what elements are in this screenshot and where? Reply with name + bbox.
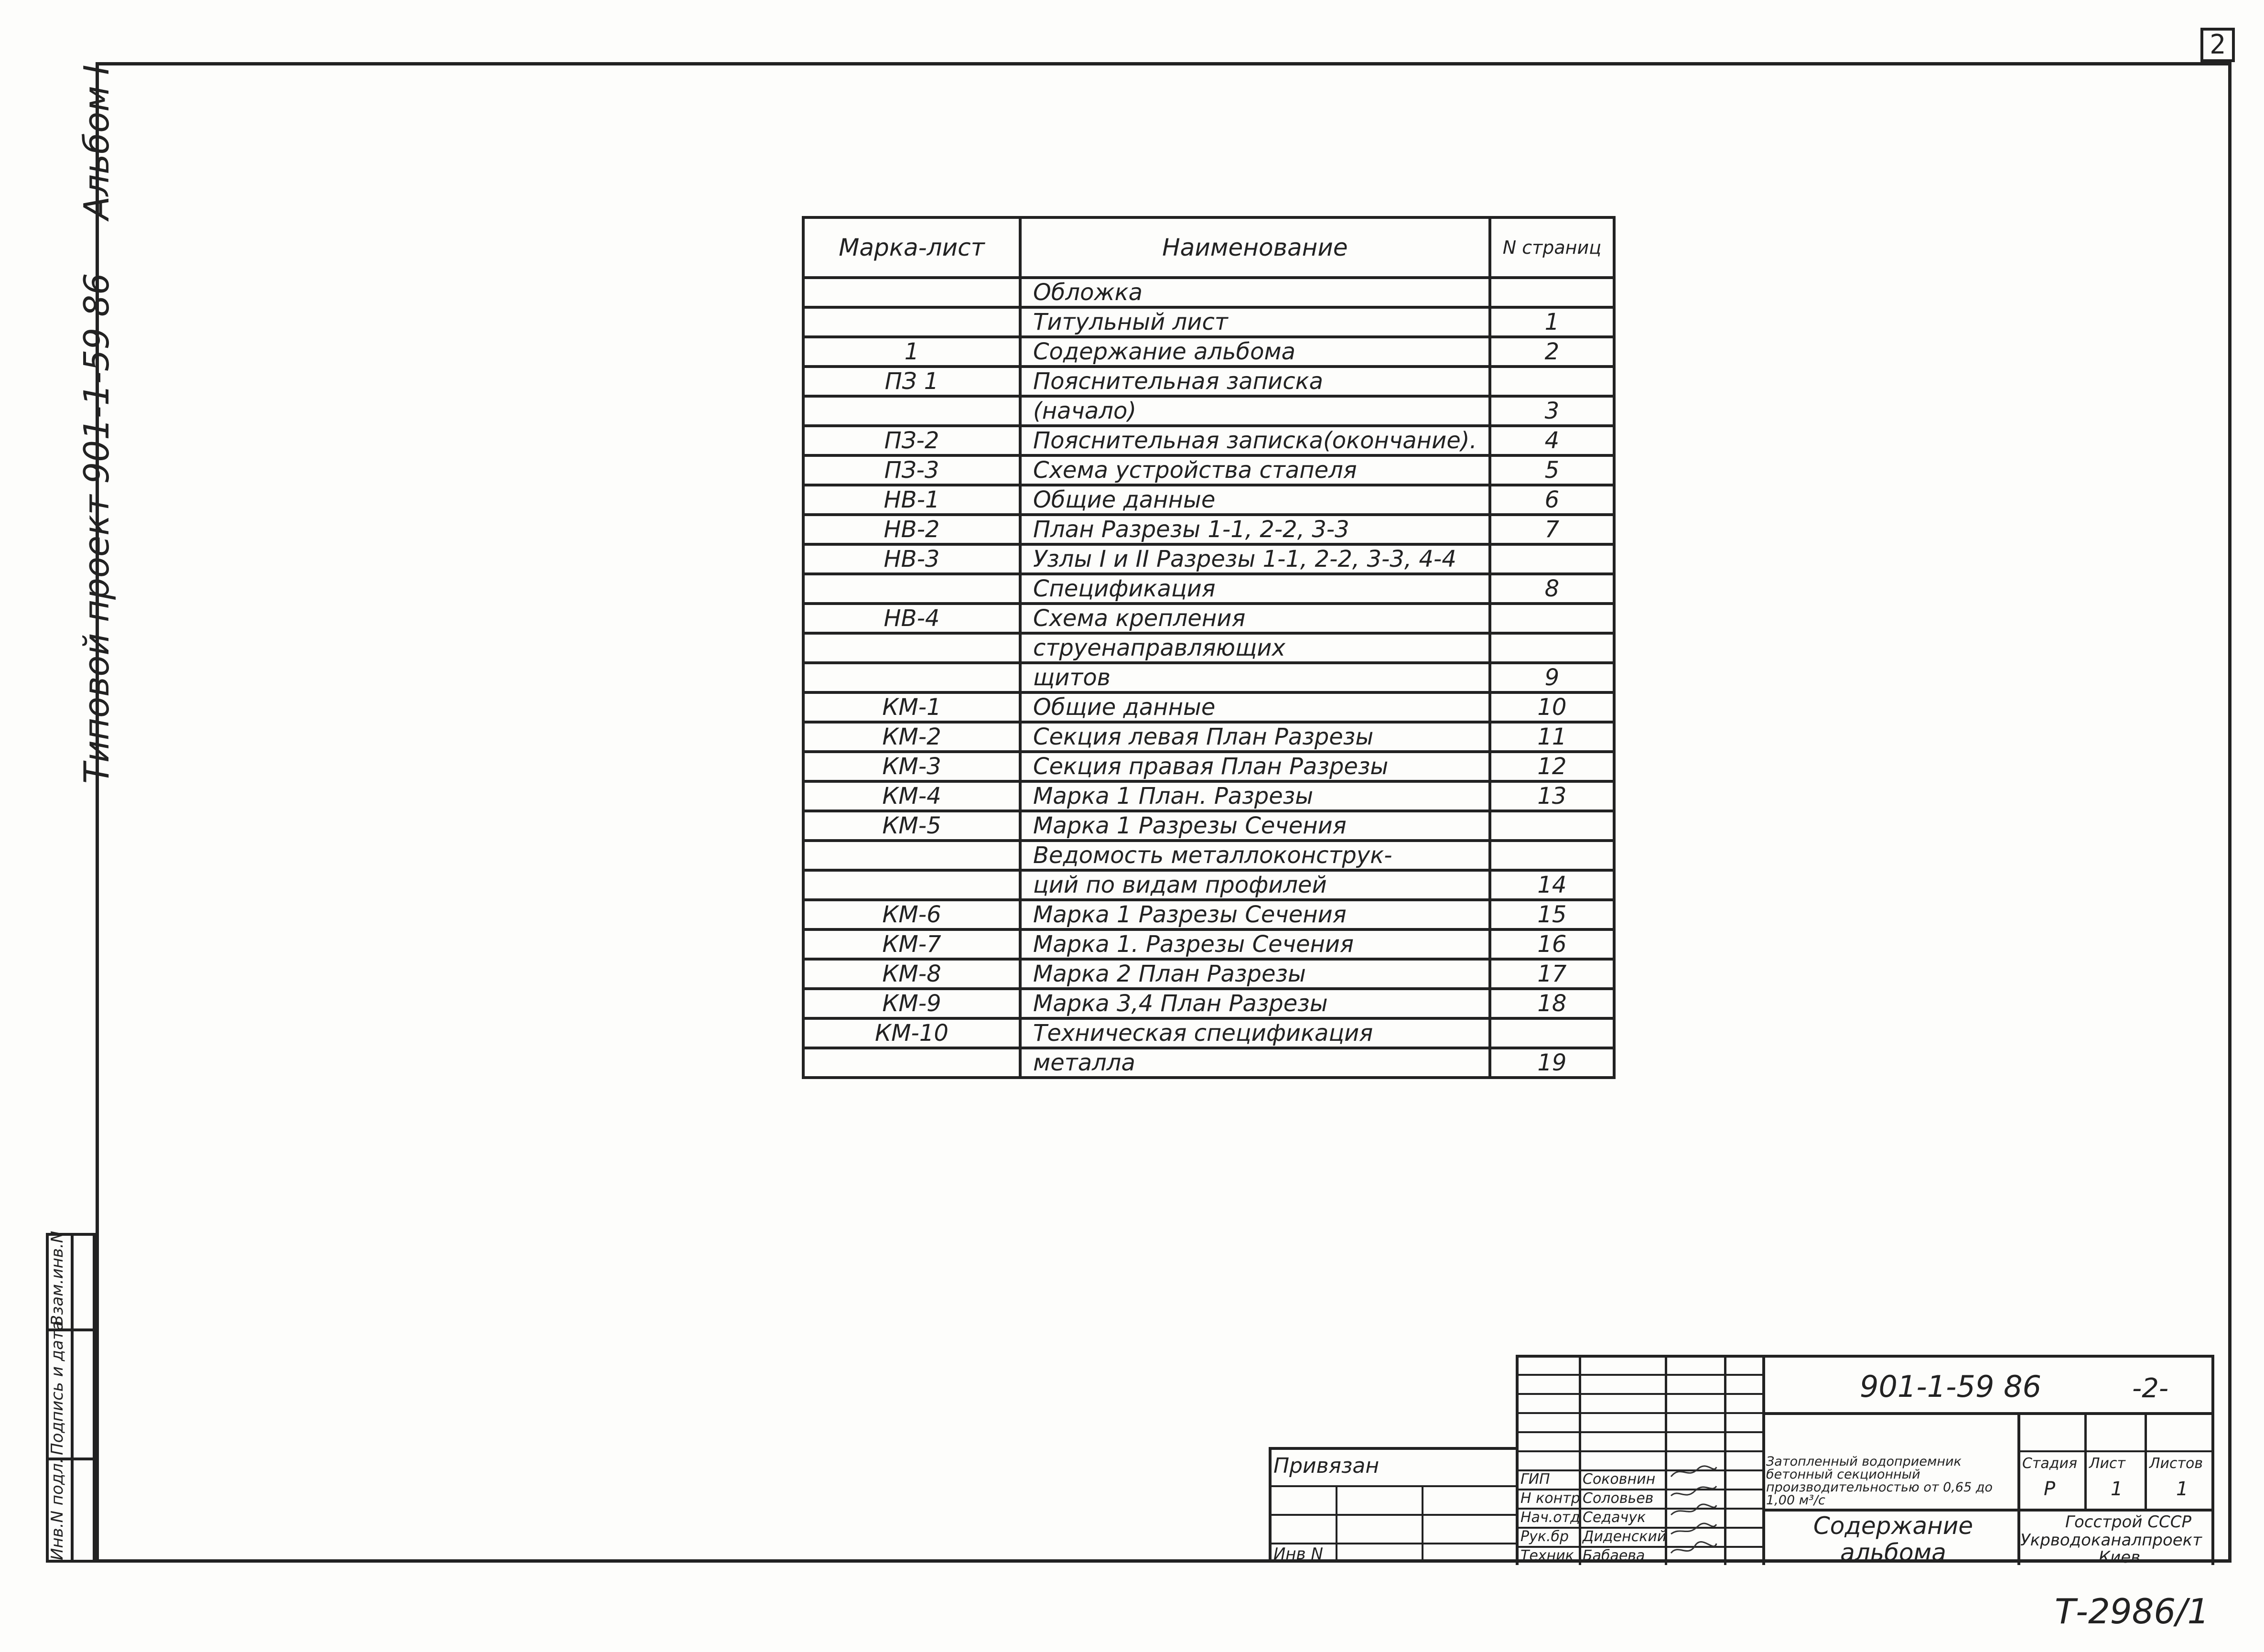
table-row	[803, 604, 1614, 633]
table-row	[803, 722, 1614, 752]
table-row	[803, 455, 1614, 485]
stamp-page-mark: -2-	[2132, 1373, 2169, 1404]
role-0: ГИП	[1520, 1471, 1550, 1488]
cell-name: ций по видам профилей	[1020, 870, 1490, 900]
cell-marka: КМ-2	[803, 722, 1020, 752]
sheet-value: 1	[2111, 1478, 2123, 1500]
cell-name: струенаправляющих	[1020, 633, 1490, 663]
cell-page	[1490, 633, 1614, 663]
role-3: Рук.бр	[1520, 1528, 1569, 1545]
cell-marka	[803, 1048, 1020, 1078]
cell-page: 10	[1490, 692, 1614, 722]
privyazan-label: Привязан	[1273, 1454, 1380, 1478]
cell-marka: КМ-7	[803, 929, 1020, 959]
cell-page: 12	[1490, 752, 1614, 781]
stamp-code: 901-1-59 86	[1860, 1369, 2042, 1404]
cell-name: щитов	[1020, 663, 1490, 692]
table-row	[803, 1048, 1614, 1078]
table-row	[803, 841, 1614, 870]
signatures	[1669, 1460, 1721, 1565]
privyazan-block	[1269, 1447, 1516, 1563]
table-row	[803, 1018, 1614, 1048]
cell-marka	[803, 633, 1020, 663]
cell-name: Спецификация	[1020, 574, 1490, 604]
cell-name: Марка 1 План. Разрезы	[1020, 781, 1490, 811]
cell-page: 14	[1490, 870, 1614, 900]
table-row	[803, 663, 1614, 692]
table-row	[803, 633, 1614, 663]
cell-page: 5	[1490, 455, 1614, 485]
org-line-1: Госстрой СССР	[2065, 1512, 2191, 1532]
table-row	[803, 426, 1614, 455]
cell-marka: 1	[803, 337, 1020, 367]
cell-page: 18	[1490, 989, 1614, 1018]
cell-page: 13	[1490, 781, 1614, 811]
org-line-2: Укрводоканалпроект	[2020, 1531, 2202, 1550]
stage-value: Р	[2044, 1478, 2056, 1500]
header-pages: N страниц	[1490, 217, 1614, 278]
strip-vzam: Взам.инв.N	[48, 1231, 67, 1326]
cell-name: Общие данные	[1020, 485, 1490, 515]
sheet-number: 2	[2200, 28, 2235, 62]
table-row	[803, 337, 1614, 367]
cell-name: Марка 2 План Разрезы	[1020, 959, 1490, 989]
cell-marka: НВ-3	[803, 544, 1020, 574]
album-contents-title: Содержание альбома	[1813, 1512, 1973, 1566]
cell-marka: КМ-9	[803, 989, 1020, 1018]
cell-marka: НВ-1	[803, 485, 1020, 515]
sheet-label: Лист	[2089, 1455, 2126, 1472]
cell-page	[1490, 841, 1614, 870]
drawing-mark: Т-2986/1	[2055, 1591, 2210, 1631]
cell-marka: КМ-8	[803, 959, 1020, 989]
cell-page: 19	[1490, 1048, 1614, 1078]
cell-page: 1	[1490, 307, 1614, 337]
object-description: Затопленный водоприемник бетонный секционный производительностью от 0,65 до 1,00 м³/с	[1766, 1454, 1993, 1508]
cell-marka: ПЗ-2	[803, 426, 1020, 455]
album-label: Альбом I	[76, 65, 117, 220]
cell-name: Марка 1 Разрезы Сечения	[1020, 811, 1490, 841]
cell-page: 2	[1490, 337, 1614, 367]
strip-inv-podl: Инв.N подл.	[48, 1458, 67, 1560]
cell-marka: КМ-4	[803, 781, 1020, 811]
cell-marka: НВ-4	[803, 604, 1020, 633]
cell-name: металла	[1020, 1048, 1490, 1078]
title-block	[1516, 1355, 2214, 1565]
cell-page: 11	[1490, 722, 1614, 752]
name-3: Диденский	[1583, 1528, 1667, 1545]
table-row	[803, 367, 1614, 396]
name-2: Седачук	[1583, 1509, 1646, 1526]
cell-name: (начало)	[1020, 396, 1490, 426]
cell-page	[1490, 544, 1614, 574]
cell-name: Секция левая План Разрезы	[1020, 722, 1490, 752]
cell-marka: КМ-6	[803, 900, 1020, 929]
inv-n-label: Инв N	[1273, 1544, 1323, 1564]
cell-page: 8	[1490, 574, 1614, 604]
role-1: Н контр	[1520, 1490, 1580, 1507]
cell-name: Титульный лист	[1020, 307, 1490, 337]
cell-marka: КМ-1	[803, 692, 1020, 722]
cell-marka: НВ-2	[803, 515, 1020, 544]
project-label: Типовой проект 901-1-59 86	[76, 273, 117, 784]
table-row	[803, 307, 1614, 337]
cell-page: 7	[1490, 515, 1614, 544]
cell-name: План Разрезы 1-1, 2-2, 3-3	[1020, 515, 1490, 544]
table-row	[803, 692, 1614, 722]
table-row	[803, 870, 1614, 900]
cell-page	[1490, 1018, 1614, 1048]
strip-podpis: Подпись и дата	[48, 1320, 67, 1455]
cell-marka	[803, 574, 1020, 604]
cell-page	[1490, 367, 1614, 396]
table-row	[803, 278, 1614, 307]
cell-name: Марка 3,4 План Разрезы	[1020, 989, 1490, 1018]
table-row	[803, 929, 1614, 959]
table-row	[803, 485, 1614, 515]
cell-name: Техническая спецификация	[1020, 1018, 1490, 1048]
cell-marka	[803, 396, 1020, 426]
cell-page: 15	[1490, 900, 1614, 929]
cell-marka	[803, 663, 1020, 692]
cell-name: Пояснительная записка(окончание).	[1020, 426, 1490, 455]
cell-name: Содержание альбома	[1020, 337, 1490, 367]
header-marka: Марка-лист	[803, 217, 1020, 278]
cell-marka: КМ-5	[803, 811, 1020, 841]
cell-name: Узлы I и II Разрезы 1-1, 2-2, 3-3, 4-4	[1020, 544, 1490, 574]
cell-page: 16	[1490, 929, 1614, 959]
cell-marka	[803, 278, 1020, 307]
table-row	[803, 544, 1614, 574]
cell-name: Марка 1 Разрезы Сечения	[1020, 900, 1490, 929]
contents-table	[802, 216, 1616, 1079]
table-row	[803, 396, 1614, 426]
name-4: Бабаева	[1583, 1547, 1645, 1564]
cell-page: 6	[1490, 485, 1614, 515]
cell-marka: ПЗ 1	[803, 367, 1020, 396]
table-row	[803, 989, 1614, 1018]
cell-marka: КМ-10	[803, 1018, 1020, 1048]
header-name: Наименование	[1020, 217, 1490, 278]
cell-page: 17	[1490, 959, 1614, 989]
cell-name: Ведомость металлоконструк-	[1020, 841, 1490, 870]
cell-name: Секция правая План Разрезы	[1020, 752, 1490, 781]
table-header-row	[803, 217, 1614, 278]
cell-name: Пояснительная записка	[1020, 367, 1490, 396]
table-row	[803, 781, 1614, 811]
cell-page	[1490, 604, 1614, 633]
sheets-label: Листов	[2149, 1455, 2203, 1472]
cell-page	[1490, 811, 1614, 841]
cell-marka	[803, 870, 1020, 900]
table-row	[803, 811, 1614, 841]
stage-label: Стадия	[2022, 1455, 2078, 1472]
role-4: Техник	[1520, 1547, 1574, 1564]
cell-name: Схема крепления	[1020, 604, 1490, 633]
cell-name: Общие данные	[1020, 692, 1490, 722]
org-line-3: Киев	[2099, 1548, 2141, 1567]
cell-name: Обложка	[1020, 278, 1490, 307]
cell-name: Марка 1. Разрезы Сечения	[1020, 929, 1490, 959]
cell-name: Схема устройства стапеля	[1020, 455, 1490, 485]
cell-page: 4	[1490, 426, 1614, 455]
cell-page	[1490, 278, 1614, 307]
sheets-value: 1	[2176, 1478, 2189, 1500]
cell-marka	[803, 307, 1020, 337]
table-row	[803, 900, 1614, 929]
table-row	[803, 959, 1614, 989]
name-1: Соловьев	[1583, 1490, 1654, 1507]
table-row	[803, 515, 1614, 544]
cell-marka: ПЗ-3	[803, 455, 1020, 485]
name-0: Соковнин	[1583, 1471, 1656, 1488]
cell-marka: КМ-3	[803, 752, 1020, 781]
cell-page: 3	[1490, 396, 1614, 426]
table-row	[803, 752, 1614, 781]
table-row	[803, 574, 1614, 604]
role-2: Нач.отд	[1520, 1509, 1580, 1526]
cell-marka	[803, 841, 1020, 870]
cell-page: 9	[1490, 663, 1614, 692]
